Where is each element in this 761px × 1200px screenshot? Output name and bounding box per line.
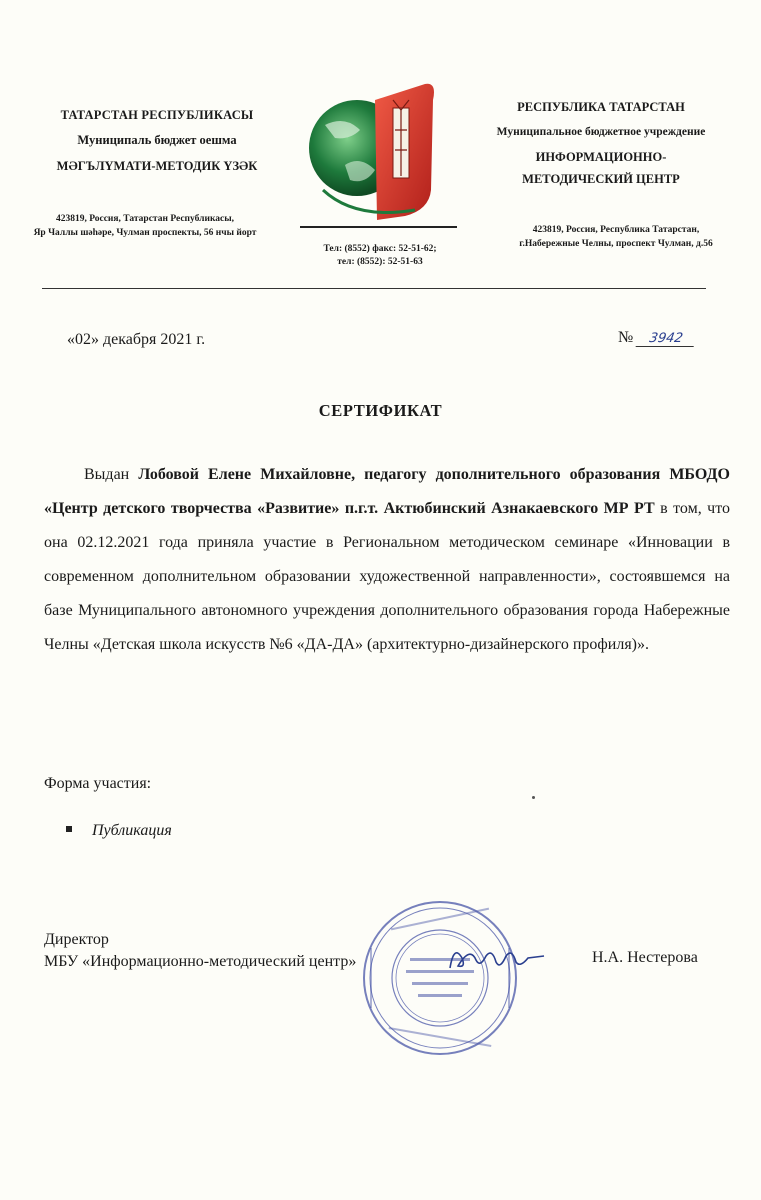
body-recipient: Лобовой Елене Михайловне, педагогу дополнительного образования МБОДО «Центр детского творчества «Развитие» п.г.т. Актюбинский Азнакаевского МР РТ	[44, 466, 730, 517]
header-left-org-name: МӘГЪЛҮМАТИ-МЕТОДИК ҮЗӘК	[56, 159, 258, 173]
bullet-icon	[66, 826, 72, 832]
header-right-org-name-line2: МЕТОДИЧЕСКИЙ ЦЕНТР	[522, 172, 680, 186]
header-right-org-type: Муниципальное бюджетное учреждение	[496, 126, 706, 138]
header-right	[466, 100, 736, 190]
participation-form-value: Публикация	[92, 822, 172, 839]
body-details: в том, что она 02.12.2021 года приняла участие в Региональном методическом семинаре «Инновации в современном дополнительном образовании художественной направленности», состоявшемся на базе Муниципального автономного учреждения дополнительного образования города Набережные Челны «Детская школа искусств №6 «ДА-ДА» (архитектурно-дизайнерского профиля)».	[44, 500, 731, 653]
document-title: СЕРТИФИКАТ	[318, 401, 443, 420]
signature-position-line2: МБУ «Информационно-методический центр»	[44, 953, 357, 970]
scan-speck	[532, 796, 535, 799]
body-issued: Выдан	[84, 466, 139, 483]
signer-name: Н.А. Нестерова	[592, 949, 698, 966]
header-left-org-type: Муниципаль бюджет оешма	[77, 133, 237, 147]
header-left-address	[0, 212, 290, 240]
document-number-label: №	[618, 329, 634, 346]
header-right-republic: РЕСПУБЛИКА ТАТАРСТАН	[517, 100, 685, 114]
certificate-body	[44, 458, 730, 662]
header-phone-line2: тел: (8552): 52-51-63	[337, 257, 423, 267]
header-right-address	[500, 223, 732, 251]
document-number	[618, 329, 708, 347]
imc-logo	[305, 70, 445, 230]
participation-form-item	[66, 822, 172, 840]
official-stamp	[360, 898, 520, 1058]
header-divider	[42, 288, 706, 289]
participation-form-label: Форма участия:	[44, 775, 152, 792]
document-date: «02» декабря 2021 г.	[67, 331, 206, 348]
header-left-address-line1: 423819, Россия, Татарстан Республикасы,	[55, 214, 235, 224]
signature-position-line1: Директор	[44, 931, 109, 948]
header-phones	[290, 243, 470, 269]
logo-underline	[300, 226, 457, 228]
header-left	[0, 108, 300, 174]
header-right-org-name-line1: ИНФОРМАЦИОННО-	[535, 150, 667, 164]
header-phone-line1: Тел: (8552) факс: 52-51-62;	[323, 244, 437, 254]
header-left-republic: ТАТАРСТАН РЕСПУБЛИКАСЫ	[60, 108, 254, 122]
header-right-address-line1: 423819, Россия, Республика Татарстан,	[532, 225, 700, 235]
header-right-address-line2: г.Набережные Челны, проспект Чулман, д.56	[519, 239, 713, 249]
header-left-address-line2: Яр Чаллы шәһәре, Чулман проспекты, 56 нчы йорт	[33, 228, 257, 238]
document-number-value: 3942	[636, 331, 697, 347]
header-right-org-name	[466, 146, 736, 190]
director-signature	[440, 938, 550, 978]
